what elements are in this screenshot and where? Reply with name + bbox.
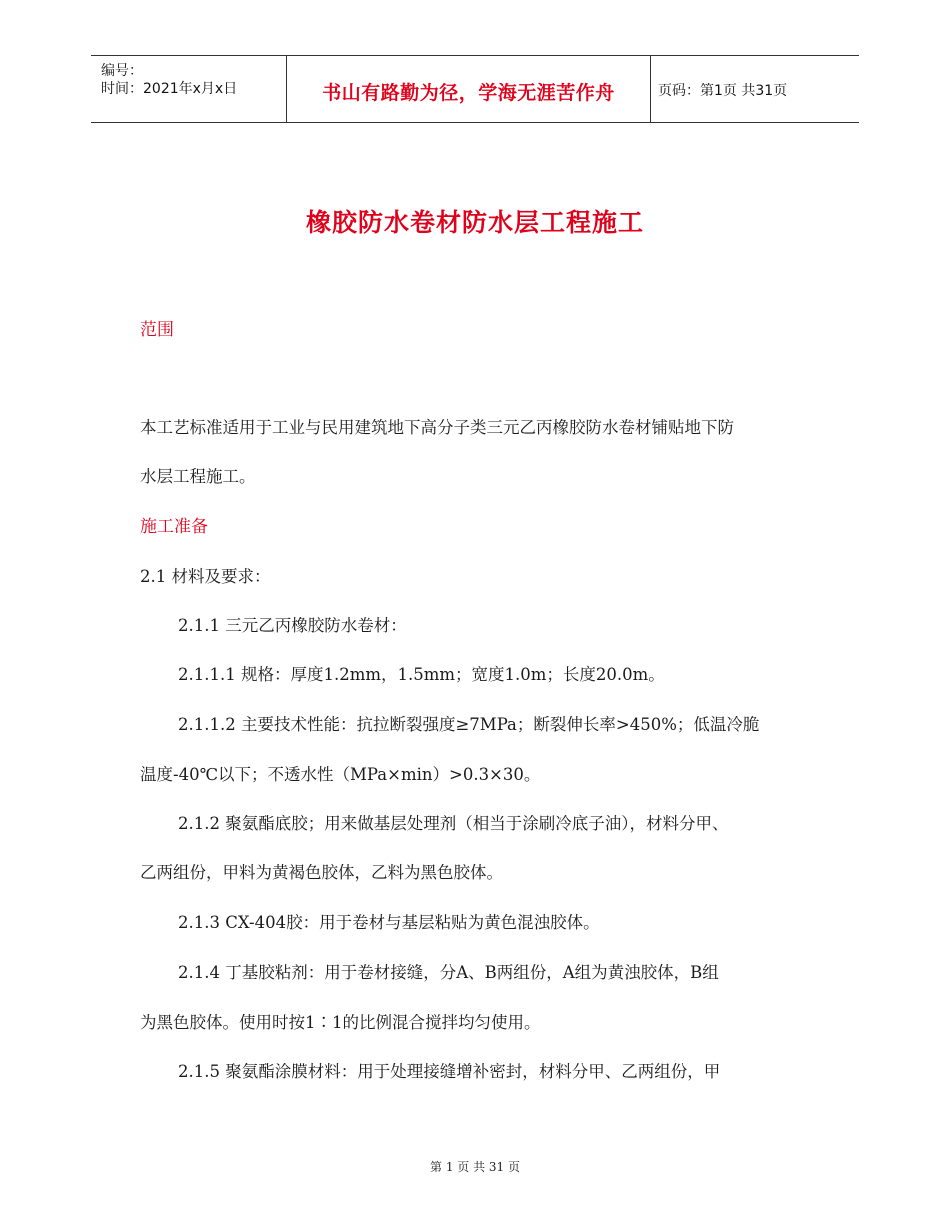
time-label: 时间：2021年x月x日 <box>101 81 238 97</box>
paragraph-line: 水层工程施工。 <box>140 467 256 486</box>
paragraph-line: 温度-40℃以下；不透水性（MPa×min）>0.3×30。 <box>140 765 541 784</box>
page-footer: 第 1 页 共 31 页 <box>430 1160 520 1174</box>
paragraph-line: 2.1.3 CX-404胶：用于卷材与基层粘贴为黄色混浊胶体。 <box>178 913 600 932</box>
header-page-cell <box>650 56 859 122</box>
paragraph-line: 2.1.5 聚氨酯涂膜材料：用于处理接缝增补密封，材料分甲、乙两组份，甲 <box>178 1062 721 1081</box>
section-heading-preparation: 施工准备 <box>140 517 208 537</box>
page-info: 页码：第1页 共31页 <box>658 83 788 99</box>
paragraph-line: 2.1.4 丁基胶粘剂：用于卷材接缝，分A、B两组份，A组为黄浊胶体，B组 <box>178 963 719 982</box>
number-label: 编号： <box>101 63 143 79</box>
motto: 书山有路勤为径，学海无涯苦作舟 <box>322 82 615 104</box>
paragraph-line: 为黑色胶体。使用时按1∶1的比例混合搅拌均匀使用。 <box>140 1013 541 1032</box>
paragraph-line: 2.1.1.2 主要技术性能：抗拉断裂强度≥7MPa；断裂伸长率>450%；低温冷脆 <box>178 715 760 734</box>
header-meta <box>91 56 286 122</box>
paragraph-line: 2.1.2 聚氨酯底胶；用来做基层处理剂（相当于涂刷冷底子油），材料分甲、 <box>178 814 729 833</box>
page-header <box>91 55 859 123</box>
section-heading-scope: 范围 <box>140 320 174 340</box>
paragraph-line: 2.1.1.1 规格：厚度1.2mm，1.5mm；宽度1.0m；长度20.0m。 <box>178 665 665 684</box>
paragraph-line: 本工艺标准适用于工业与民用建筑地下高分子类三元乙丙橡胶防水卷材铺贴地下防 <box>140 418 734 437</box>
document-title: 橡胶防水卷材防水层工程施工 <box>305 208 644 237</box>
paragraph-line: 2.1 材料及要求： <box>140 567 271 586</box>
header-motto-cell <box>286 56 651 122</box>
paragraph-line: 2.1.1 三元乙丙橡胶防水卷材： <box>178 616 407 635</box>
paragraph-line: 乙两组份，甲料为黄褐色胶体，乙料为黑色胶体。 <box>140 863 503 882</box>
